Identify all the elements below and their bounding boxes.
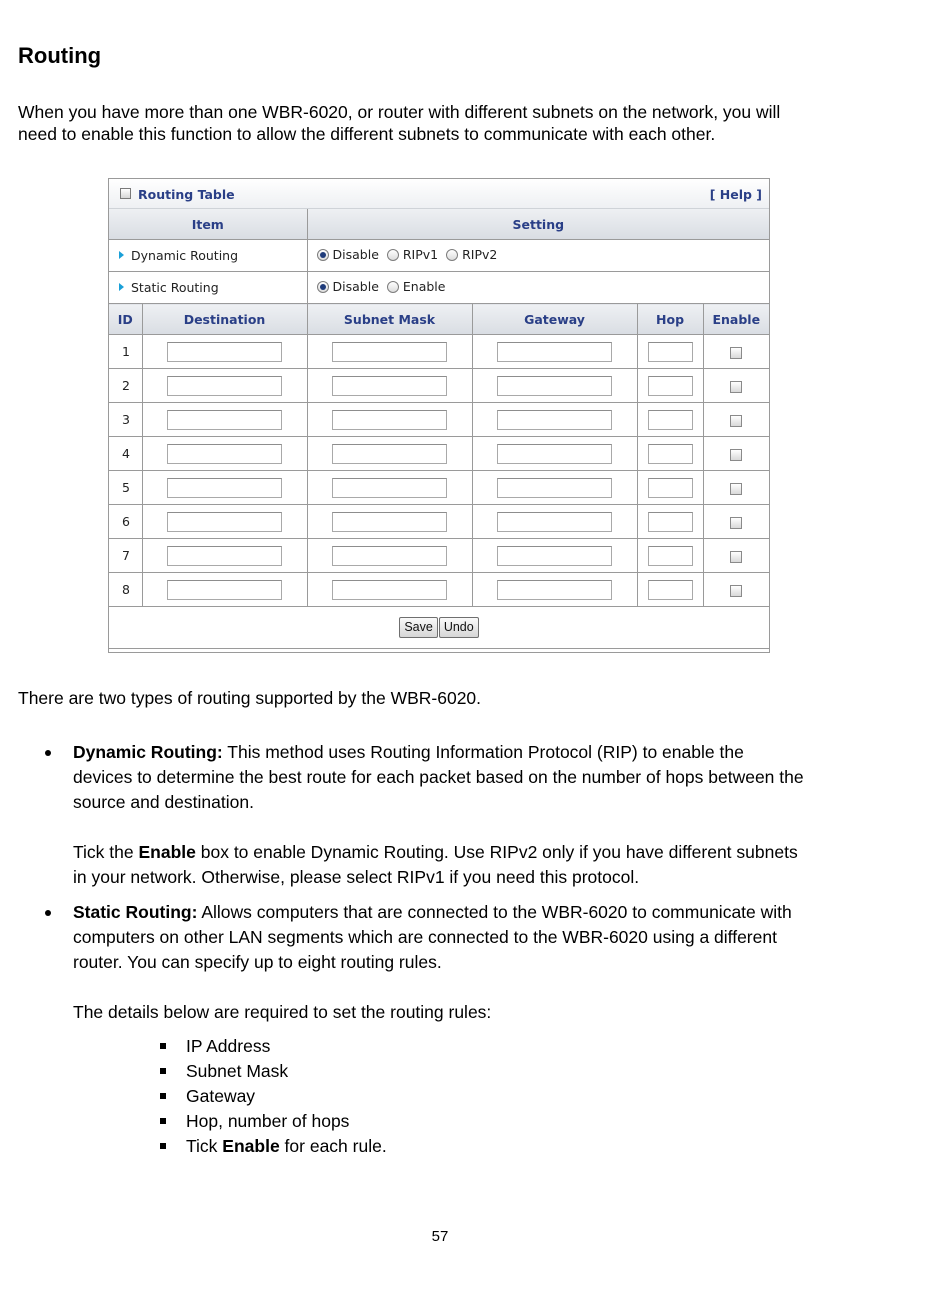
table-row <box>109 471 769 505</box>
static-routing-term: Static Routing: <box>73 902 198 922</box>
radio-selected-icon <box>317 249 329 261</box>
hop-input[interactable] <box>648 342 693 362</box>
hop-input-cell <box>637 505 703 539</box>
gateway-input[interactable] <box>497 512 612 532</box>
gateway-input[interactable] <box>497 410 612 430</box>
enable-checkbox[interactable] <box>730 347 742 359</box>
panel-title: Routing Table <box>138 187 235 202</box>
static-line-1: Allows computers that are connected to the WBR-6020 to communicate with <box>197 902 792 922</box>
dynamic-ripv2-label: RIPv2 <box>462 247 498 263</box>
enable-cell <box>703 403 769 437</box>
table-row <box>109 573 769 607</box>
column-header-id: ID <box>109 304 142 335</box>
list-item <box>160 1059 387 1084</box>
undo-button[interactable]: Undo <box>439 617 479 638</box>
static-line-2: computers on other LAN segments which are connected to the WBR-6020 using a different <box>73 927 777 947</box>
gateway-input-cell <box>472 369 637 403</box>
dynamic-tick-paragraph <box>73 840 873 890</box>
gateway-input-cell <box>472 573 637 607</box>
static-routing-row-label <box>109 272 307 304</box>
subnet-mask-input-cell <box>307 369 472 403</box>
table-row <box>109 505 769 539</box>
dynamic-routing-row-label <box>109 240 307 272</box>
destination-input[interactable] <box>167 478 282 498</box>
types-sentence: There are two types of routing supported by the WBR-6020. <box>18 688 482 708</box>
destination-input-cell <box>142 403 307 437</box>
bullet-dot-icon <box>45 750 51 756</box>
hop-input-cell <box>637 573 703 607</box>
dynamic-ripv1-radio[interactable] <box>387 247 438 262</box>
details-sentence: The details below are required to set the routing rules: <box>73 1002 492 1022</box>
gateway-input-cell <box>472 403 637 437</box>
hop-input-cell <box>637 471 703 505</box>
list-item <box>160 1034 387 1059</box>
hop-input-cell <box>637 369 703 403</box>
gateway-input[interactable] <box>497 546 612 566</box>
static-routing-description <box>73 900 873 975</box>
destination-input-cell <box>142 437 307 471</box>
hop-input-cell <box>637 403 703 437</box>
destination-input-cell <box>142 539 307 573</box>
dynamic-routing-options <box>307 240 769 272</box>
subnet-mask-input-cell <box>307 437 472 471</box>
square-bullet-icon <box>160 1093 166 1099</box>
tick-line-2: in your network. Otherwise, please select RIPv1 if you need this protocol. <box>73 867 640 887</box>
page-heading: Routing <box>18 43 102 68</box>
radio-unselected-icon <box>387 249 399 261</box>
intro-paragraph <box>18 101 878 145</box>
row-id: 3 <box>109 403 142 437</box>
rule-ip-address: IP Address <box>186 1036 271 1056</box>
dynamic-line-1: This method uses Routing Information Protocol (RIP) to enable the <box>222 742 744 762</box>
gateway-input-cell <box>472 505 637 539</box>
rule-tick-pre: Tick <box>186 1136 223 1156</box>
square-bullet-icon <box>160 1043 166 1049</box>
tick-pre: Tick the <box>73 842 139 862</box>
enable-checkbox[interactable] <box>730 585 742 597</box>
setting-header: Setting <box>307 209 769 240</box>
hop-input[interactable] <box>648 376 693 396</box>
hop-input[interactable] <box>648 580 693 600</box>
row-id: 1 <box>109 335 142 369</box>
tick-enable-term: Enable <box>138 842 196 862</box>
subnet-mask-input-cell <box>307 335 472 369</box>
dynamic-routing-label: Dynamic Routing <box>131 248 239 263</box>
static-enable-label: Enable <box>402 279 446 295</box>
routing-table-panel <box>108 178 770 653</box>
gateway-input-cell <box>472 335 637 369</box>
subnet-mask-input[interactable] <box>332 512 447 532</box>
enable-cell <box>703 335 769 369</box>
hop-input[interactable] <box>648 478 693 498</box>
dynamic-line-3: source and destination. <box>73 792 254 812</box>
rule-list <box>160 1034 387 1159</box>
destination-input-cell <box>142 505 307 539</box>
table-row <box>109 539 769 573</box>
dynamic-ripv2-radio[interactable] <box>446 247 497 262</box>
enable-cell <box>703 539 769 573</box>
square-bullet-icon <box>160 1118 166 1124</box>
destination-input[interactable] <box>167 376 282 396</box>
subnet-mask-input[interactable] <box>332 410 447 430</box>
column-header-gateway: Gateway <box>472 304 637 335</box>
subnet-mask-input[interactable] <box>332 444 447 464</box>
static-disable-label: Disable <box>332 279 379 295</box>
dynamic-routing-description <box>73 740 873 815</box>
enable-checkbox[interactable] <box>730 415 742 427</box>
square-bullet-icon <box>160 1068 166 1074</box>
enable-cell <box>703 505 769 539</box>
triangle-bullet-icon <box>119 251 124 259</box>
static-routing-options <box>307 272 769 304</box>
dynamic-disable-radio[interactable] <box>317 247 379 262</box>
hop-input[interactable] <box>648 444 693 464</box>
static-enable-radio[interactable] <box>387 279 446 294</box>
row-id: 2 <box>109 369 142 403</box>
enable-cell <box>703 573 769 607</box>
destination-input[interactable] <box>167 546 282 566</box>
column-header-destination: Destination <box>142 304 307 335</box>
help-link[interactable]: [ Help ] <box>709 187 762 202</box>
intro-line-1: When you have more than one WBR-6020, or router with different subnets on the network, you will <box>18 102 781 122</box>
panel-title-bar <box>109 179 769 209</box>
subnet-mask-input-cell <box>307 403 472 437</box>
static-line-3: router. You can specify up to eight routing rules. <box>73 952 442 972</box>
list-item <box>160 1109 387 1134</box>
enable-checkbox[interactable] <box>730 449 742 461</box>
table-row <box>109 437 769 471</box>
subnet-mask-input-cell <box>307 505 472 539</box>
hop-input-cell <box>637 437 703 471</box>
radio-selected-icon <box>317 281 329 293</box>
rule-enable-term: Enable <box>222 1136 280 1156</box>
enable-cell <box>703 369 769 403</box>
table-row <box>109 403 769 437</box>
static-routing-label: Static Routing <box>131 280 219 295</box>
destination-input[interactable] <box>167 342 282 362</box>
row-id: 8 <box>109 573 142 607</box>
rule-tick-post: for each rule. <box>279 1136 387 1156</box>
gateway-input-cell <box>472 437 637 471</box>
hop-input[interactable] <box>648 512 693 532</box>
triangle-bullet-icon <box>119 283 124 291</box>
column-header-hop: Hop <box>637 304 703 335</box>
row-id: 7 <box>109 539 142 573</box>
rule-hop: Hop, number of hops <box>186 1111 350 1131</box>
dynamic-disable-label: Disable <box>332 247 379 263</box>
destination-input-cell <box>142 369 307 403</box>
enable-cell <box>703 471 769 505</box>
subnet-mask-input[interactable] <box>332 546 447 566</box>
destination-input-cell <box>142 335 307 369</box>
item-header: Item <box>109 209 307 240</box>
enable-checkbox[interactable] <box>730 551 742 563</box>
save-button[interactable]: Save <box>399 617 438 638</box>
dynamic-ripv1-label: RIPv1 <box>402 247 439 263</box>
subnet-mask-input[interactable] <box>332 342 447 362</box>
gateway-input[interactable] <box>497 376 612 396</box>
hop-input[interactable] <box>648 546 693 566</box>
row-id: 6 <box>109 505 142 539</box>
subnet-mask-input[interactable] <box>332 580 447 600</box>
table-row <box>109 335 769 369</box>
page-number: 57 <box>431 1228 449 1245</box>
routing-grid <box>109 209 769 649</box>
radio-unselected-icon <box>387 281 399 293</box>
route-rows <box>109 335 769 607</box>
list-item <box>160 1134 387 1159</box>
dynamic-line-2: devices to determine the best route for each packet based on the number of hops between the <box>73 767 804 787</box>
gateway-input[interactable] <box>497 580 612 600</box>
subnet-mask-input[interactable] <box>332 376 447 396</box>
dynamic-routing-term: Dynamic Routing: <box>73 742 223 762</box>
enable-cell <box>703 437 769 471</box>
row-id: 5 <box>109 471 142 505</box>
gateway-input-cell <box>472 471 637 505</box>
button-row <box>109 607 769 649</box>
tick-post: box to enable Dynamic Routing. Use RIPv2 only if you have different subnets <box>195 842 798 862</box>
radio-unselected-icon <box>446 249 458 261</box>
subnet-mask-input-cell <box>307 573 472 607</box>
column-header-enable: Enable <box>703 304 769 335</box>
enable-checkbox[interactable] <box>730 483 742 495</box>
table-row <box>109 369 769 403</box>
gateway-input[interactable] <box>497 478 612 498</box>
panel-icon <box>120 188 131 199</box>
intro-line-2: need to enable this function to allow the different subnets to communicate with each other. <box>18 124 716 144</box>
bullet-dot-icon <box>45 910 51 916</box>
destination-input[interactable] <box>167 512 282 532</box>
column-header-subnet-mask: Subnet Mask <box>307 304 472 335</box>
gateway-input[interactable] <box>497 444 612 464</box>
list-item <box>160 1084 387 1109</box>
rule-gateway: Gateway <box>186 1086 256 1106</box>
row-id: 4 <box>109 437 142 471</box>
subnet-mask-input-cell <box>307 539 472 573</box>
enable-checkbox[interactable] <box>730 381 742 393</box>
rule-subnet-mask: Subnet Mask <box>186 1061 289 1081</box>
enable-checkbox[interactable] <box>730 517 742 529</box>
gateway-input-cell <box>472 539 637 573</box>
square-bullet-icon <box>160 1143 166 1149</box>
gateway-input[interactable] <box>497 342 612 362</box>
destination-input[interactable] <box>167 580 282 600</box>
destination-input-cell <box>142 471 307 505</box>
subnet-mask-input[interactable] <box>332 478 447 498</box>
hop-input-cell <box>637 539 703 573</box>
destination-input[interactable] <box>167 410 282 430</box>
hop-input-cell <box>637 335 703 369</box>
destination-input[interactable] <box>167 444 282 464</box>
subnet-mask-input-cell <box>307 471 472 505</box>
destination-input-cell <box>142 573 307 607</box>
static-disable-radio[interactable] <box>317 279 379 294</box>
hop-input[interactable] <box>648 410 693 430</box>
